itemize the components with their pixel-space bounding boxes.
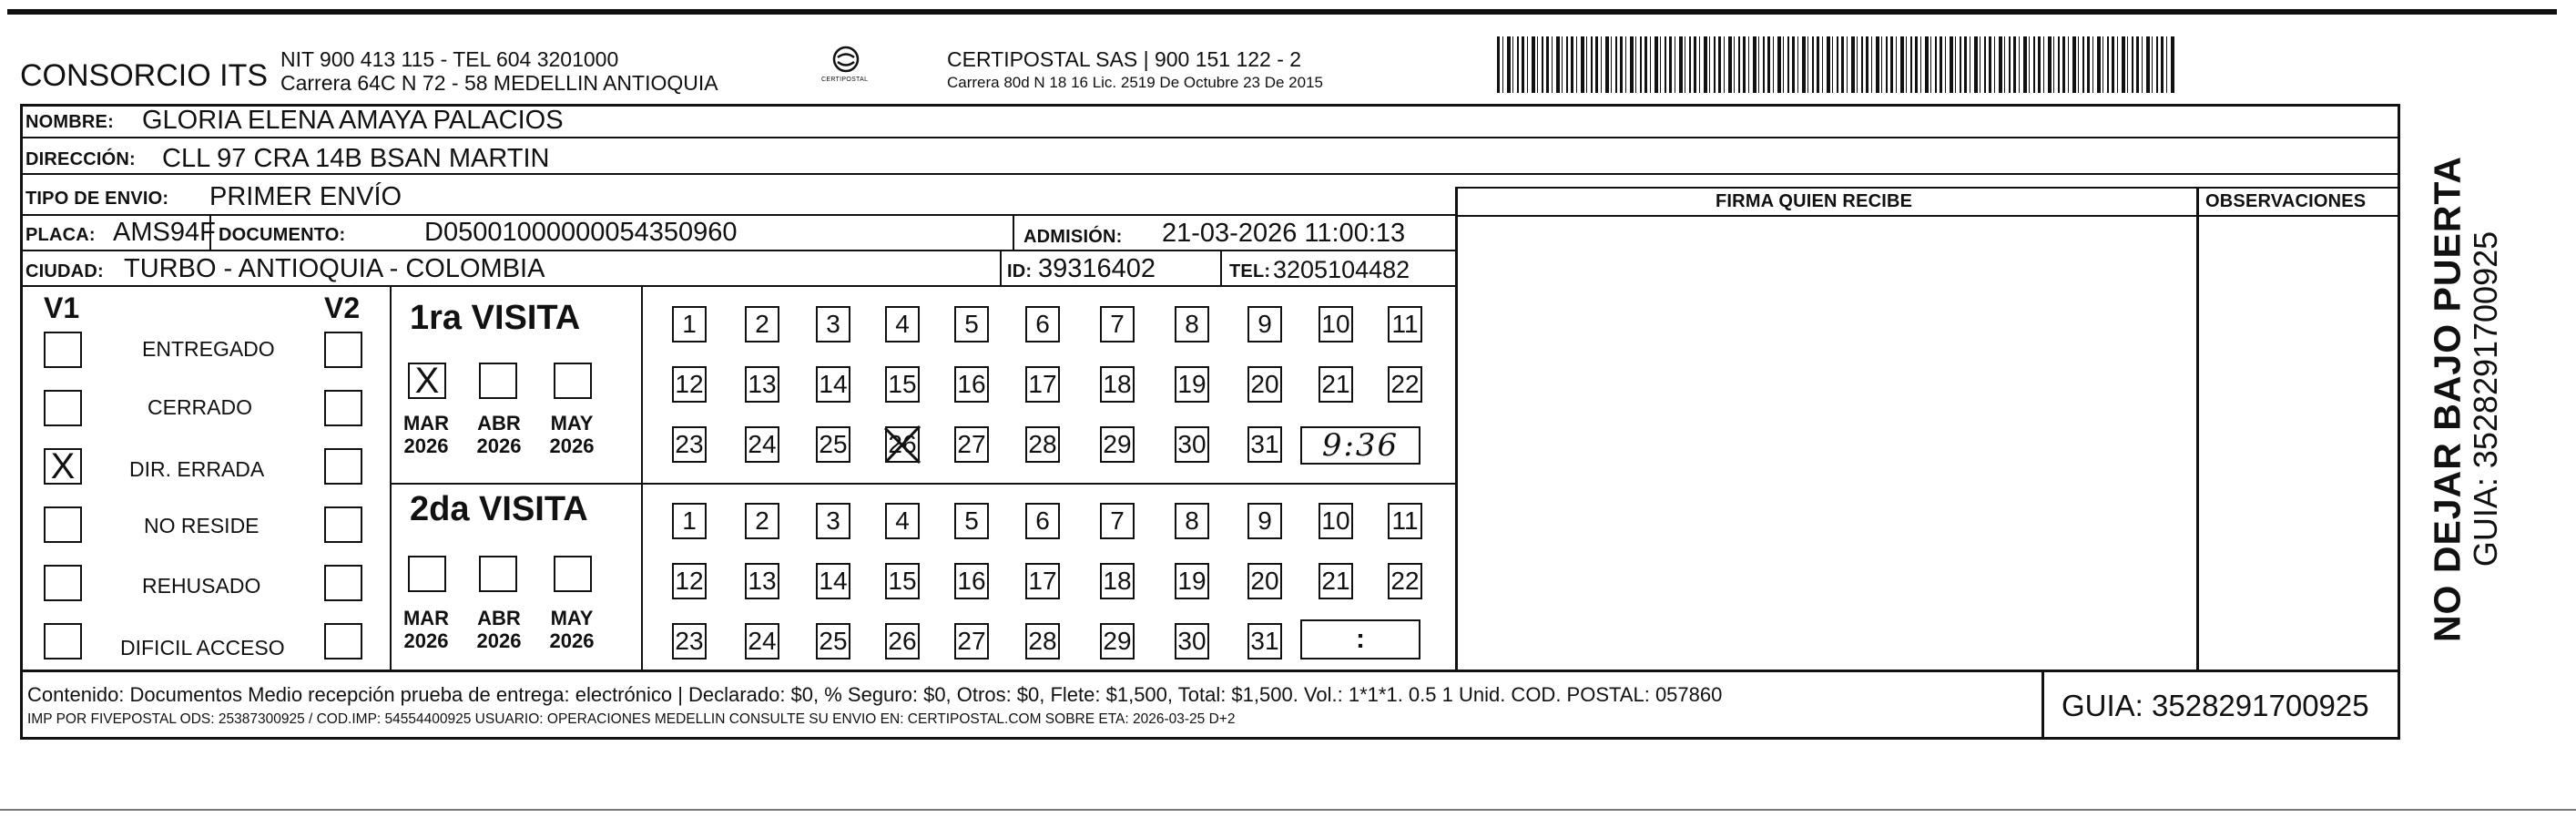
footer-guia: GUIA: 3528291700925	[2062, 689, 2369, 722]
visit2-time: :	[1356, 624, 1365, 654]
tel-value: 3205104482	[1273, 256, 1410, 283]
visit1-day-13[interactable]: 13	[745, 366, 779, 403]
visit2-day-12[interactable]: 12	[672, 563, 707, 599]
visit1-title: 1ra VISITA	[410, 299, 581, 337]
v2-checkbox-dir-errada[interactable]	[324, 448, 362, 485]
visit1-month-abr: ABR 2026	[476, 412, 522, 458]
admision-label: ADMISIÓN:	[1023, 227, 1123, 247]
visit1-day-22[interactable]: 22	[1388, 366, 1422, 403]
nombre-value: GLORIA ELENA AMAYA PALACIOS	[142, 106, 564, 135]
visit1-day-12[interactable]: 12	[672, 366, 707, 403]
visit2-month-may: MAY 2026	[549, 607, 595, 653]
bottom-rule	[0, 809, 2576, 811]
admision-value: 21-03-2026 11:00:13	[1162, 219, 1406, 248]
direccion-value: CLL 97 CRA 14B BSAN MARTIN	[162, 144, 550, 173]
visit2-day-17[interactable]: 17	[1025, 563, 1060, 599]
visit1-day-30[interactable]: 30	[1175, 426, 1209, 463]
visit2-day-19[interactable]: 19	[1175, 563, 1209, 599]
v1-checkbox-no-reside[interactable]	[44, 506, 82, 543]
visit2-day-26[interactable]: 26	[885, 623, 920, 660]
visit2-day-9[interactable]: 9	[1247, 503, 1282, 539]
status-label-dir-errada: DIR. ERRADA	[129, 457, 265, 481]
tipo-envio-label: TIPO DE ENVIO:	[25, 189, 169, 209]
visit1-day-25[interactable]: 25	[816, 426, 850, 463]
visit1-day-4[interactable]: 4	[885, 306, 920, 343]
v1-checkbox-cerrado[interactable]	[44, 390, 82, 426]
visit1-day-27[interactable]: 27	[954, 426, 989, 463]
visit1-month-abr-checkbox[interactable]	[479, 363, 517, 399]
id-label: ID:	[1007, 261, 1033, 281]
visit2-day-15[interactable]: 15	[885, 563, 920, 599]
visit1-day-24[interactable]: 24	[745, 426, 779, 463]
documento-value: D05001000000054350960	[424, 218, 738, 247]
visit1-day-8[interactable]: 8	[1175, 306, 1209, 343]
side-guia: GUIA: 3528291700925	[2467, 230, 2504, 567]
v1-checkbox-rehusado[interactable]	[44, 565, 82, 601]
visit1-month-may: MAY 2026	[549, 412, 595, 458]
visit2-day-20[interactable]: 20	[1247, 563, 1282, 599]
visit1-day-11[interactable]: 11	[1388, 306, 1422, 343]
visit2-day-18[interactable]: 18	[1100, 563, 1135, 599]
status-label-cerrado: CERRADO	[148, 395, 253, 419]
visit2-day-25[interactable]: 25	[816, 623, 850, 660]
visit2-day-29[interactable]: 29	[1100, 623, 1135, 660]
visit1-day-3[interactable]: 3	[816, 306, 850, 343]
visit1-month-may-checkbox[interactable]	[554, 363, 592, 399]
visit2-time-box[interactable]	[1300, 619, 1420, 660]
visit2-day-16[interactable]: 16	[954, 563, 989, 599]
v1-heading: V1	[44, 291, 80, 324]
visit2-day-4[interactable]: 4	[885, 503, 920, 539]
firma-heading: FIRMA QUIEN RECIBE	[1716, 191, 1913, 211]
visit2-day-27[interactable]: 27	[954, 623, 989, 660]
v2-checkbox-rehusado[interactable]	[324, 565, 362, 601]
barcode	[1497, 36, 2176, 93]
visit2-day-30[interactable]: 30	[1175, 623, 1209, 660]
visit1-day-16[interactable]: 16	[954, 366, 989, 403]
company-nit: NIT 900 413 115 - TEL 604 3201000	[280, 47, 619, 71]
v2-checkbox-entregado[interactable]	[324, 332, 362, 368]
visit2-day-3[interactable]: 3	[816, 503, 850, 539]
visit2-day-23[interactable]: 23	[672, 623, 707, 660]
v1-checkbox-dificil-acceso[interactable]	[44, 623, 82, 660]
visit2-month-abr: ABR 2026	[476, 607, 522, 653]
tel-label: TEL:	[1229, 261, 1271, 281]
company-name: CONSORCIO ITS	[20, 58, 269, 93]
v1-checkbox-dir-errada[interactable]: X	[44, 448, 82, 485]
visit1-day-20[interactable]: 20	[1247, 366, 1282, 403]
visit2-day-8[interactable]: 8	[1175, 503, 1209, 539]
visit2-month-abr-checkbox[interactable]	[479, 556, 517, 592]
visit1-time-box[interactable]	[1300, 426, 1420, 465]
visit1-day-2[interactable]: 2	[745, 306, 779, 343]
visit1-day-19[interactable]: 19	[1175, 366, 1209, 403]
visit1-day-29[interactable]: 29	[1100, 426, 1135, 463]
visit2-day-2[interactable]: 2	[745, 503, 779, 539]
visit2-day-11[interactable]: 11	[1388, 503, 1422, 539]
placa-label: PLACA:	[25, 225, 96, 245]
ciudad-value: TURBO - ANTIOQUIA - COLOMBIA	[124, 254, 545, 283]
status-label-entregado: ENTREGADO	[142, 337, 275, 361]
visit2-month-may-checkbox[interactable]	[554, 556, 592, 592]
visit1-month-mar: MAR 2026	[402, 412, 450, 458]
footer-print-line: IMP POR FIVEPOSTAL ODS: 25387300925 / COD.IMP: 54554400925 USUARIO: OPERACIONES MEDELLIN CONSULTE SU ENVIO EN: CERTIPOSTAL.COM SOBRE ETA: 2026-03-25 D+2	[27, 711, 1236, 727]
visit2-day-31[interactable]: 31	[1247, 623, 1282, 660]
v2-checkbox-dificil-acceso[interactable]	[324, 623, 362, 660]
visit1-day-6[interactable]: 6	[1025, 306, 1060, 343]
certipostal-logo	[821, 44, 869, 86]
visit2-day-6[interactable]: 6	[1025, 503, 1060, 539]
visit2-day-28[interactable]: 28	[1025, 623, 1060, 660]
visit2-day-1[interactable]: 1	[672, 503, 707, 539]
visit2-day-13[interactable]: 13	[745, 563, 779, 599]
no-dejar-bajo-puerta: NO DEJAR BAJO PUERTA	[2426, 155, 2469, 643]
carrier-license: Carrera 80d N 18 16 Lic. 2519 De Octubre 23 De 2015	[947, 74, 1323, 91]
visit1-day-1[interactable]: 1	[672, 306, 707, 343]
logo-caption: CERTIPOSTAL	[821, 77, 869, 83]
visit1-day-mark	[880, 421, 925, 468]
ciudad-label: CIUDAD:	[25, 261, 104, 281]
visit1-day-17[interactable]: 17	[1025, 366, 1060, 403]
visit1-day-31[interactable]: 31	[1247, 426, 1282, 463]
visit2-day-24[interactable]: 24	[745, 623, 779, 660]
carrier-name: CERTIPOSTAL SAS | 900 151 122 - 2	[947, 47, 1302, 71]
observaciones-heading: OBSERVACIONES	[2205, 191, 2367, 211]
footer-content-line: Contenido: Documentos Medio recepción prueba de entrega: electrónico | Declarado: $0, % Seguro: $0, Otros: $0, Flete: $1,500, Total: $1,500. Vol.: 1*1*1. 0.5 1 Unid. COD. POSTAL: 057860	[27, 683, 1723, 706]
visit1-day-5[interactable]: 5	[954, 306, 989, 343]
visit2-day-10[interactable]: 10	[1319, 503, 1353, 539]
visit2-day-5[interactable]: 5	[954, 503, 989, 539]
visit1-day-23[interactable]: 23	[672, 426, 707, 463]
documento-label: DOCUMENTO:	[219, 225, 346, 245]
visit2-title: 2da VISITA	[410, 490, 588, 528]
placa-value: AMS94F	[113, 218, 216, 247]
v1-checkbox-entregado[interactable]	[44, 332, 82, 368]
status-label-rehusado: REHUSADO	[142, 574, 261, 598]
visit1-day-21[interactable]: 21	[1319, 366, 1353, 403]
visit1-day-18[interactable]: 18	[1100, 366, 1135, 403]
visit2-month-mar-checkbox[interactable]	[408, 556, 446, 592]
visit2-day-21[interactable]: 21	[1319, 563, 1353, 599]
tipo-envio-value: PRIMER ENVÍO	[209, 182, 402, 211]
visit1-day-28[interactable]: 28	[1025, 426, 1060, 463]
visit2-day-7[interactable]: 7	[1100, 503, 1135, 539]
id-value: 39316402	[1038, 254, 1156, 283]
visit1-time: 9:36	[1321, 427, 1400, 464]
visit1-day-10[interactable]: 10	[1319, 306, 1353, 343]
v2-heading: V2	[324, 291, 361, 324]
status-label-dificil-acceso: DIFICIL ACCESO	[120, 636, 285, 660]
status-label-no-reside: NO RESIDE	[144, 514, 260, 537]
direccion-label: DIRECCIÓN:	[25, 149, 136, 169]
visit2-day-22[interactable]: 22	[1388, 563, 1422, 599]
nombre-label: NOMBRE:	[25, 112, 114, 132]
v2-checkbox-no-reside[interactable]	[324, 506, 362, 543]
visit1-day-14[interactable]: 14	[816, 366, 850, 403]
visit1-day-15[interactable]: 15	[885, 366, 920, 403]
v2-checkbox-cerrado[interactable]	[324, 390, 362, 426]
visit1-day-26[interactable]: 26	[885, 426, 920, 463]
company-address: Carrera 64C N 72 - 58 MEDELLIN ANTIOQUIA	[280, 71, 718, 95]
visit1-day-7[interactable]: 7	[1100, 306, 1135, 343]
visit1-month-mar-checkbox[interactable]: X	[408, 363, 446, 399]
visit2-month-mar: MAR 2026	[402, 607, 450, 653]
top-rule	[7, 9, 2557, 15]
visit1-day-9[interactable]: 9	[1247, 306, 1282, 343]
visit2-day-14[interactable]: 14	[816, 563, 850, 599]
